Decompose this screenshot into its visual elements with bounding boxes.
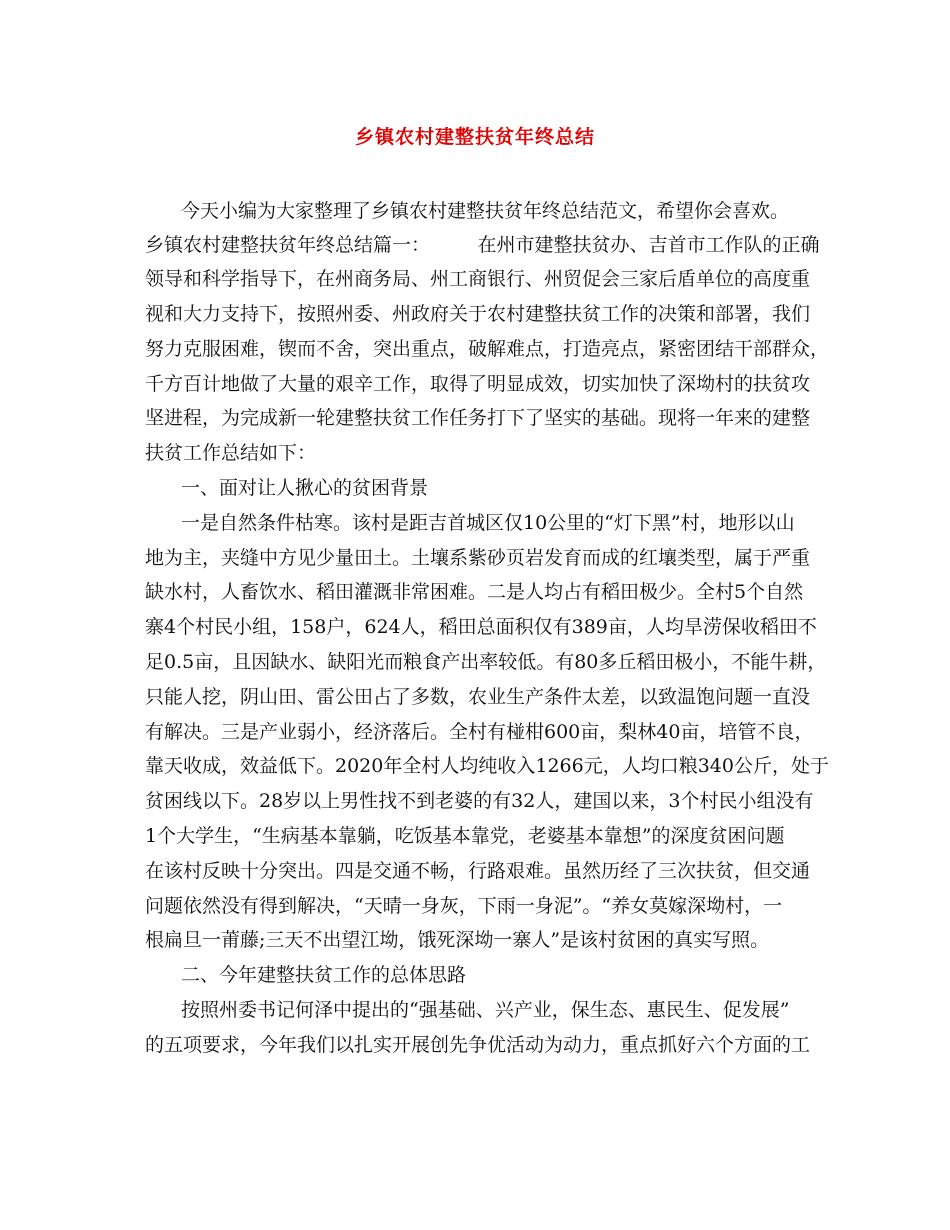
paragraph-line: 根扁旦一莆藤;三天不出望江坳，饿死深坳一寨人”是该村贫困的真实写照。 — [145, 929, 770, 951]
paragraph-line: 扶贫工作总结如下： — [145, 442, 317, 464]
paragraph-line: 寨4个村民小组，158户，624人，稻田总面积仅有389亩，人均旱涝保收稻田不 — [145, 616, 817, 638]
paragraph-line: 在该村反映十分突出。四是交通不畅，行路艰难。虽然历经了三次扶贫，但交通 — [145, 860, 811, 882]
paragraph-line: 靠天收成，效益低下。2020年全村人均纯收入1266元，人均口粮340公斤，处于 — [145, 755, 829, 777]
paragraph-line: 视和大力支持下，按照州委、州政府关于农村建整扶贫工作的决策和部署，我们 — [145, 303, 811, 325]
paragraph-line: 只能人挖，阴山田、雷公田占了多数，农业生产条件太差，以致温饱问题一直没 — [145, 686, 811, 708]
paragraph-line: 缺水村，人畜饮水、稻田灌溉非常困难。二是人均占有稻田极少。全村5个自然 — [145, 581, 804, 603]
paragraph-line: 乡镇农村建整扶贫年终总结篇一： 在州市建整扶贫办、吉首市工作队的正确 — [145, 234, 820, 256]
section-heading: 二、今年建整扶贫工作的总体思路 — [181, 964, 467, 986]
document-title: 乡镇农村建整扶贫年终总结 — [354, 126, 595, 148]
section-heading: 一、面对让人揪心的贫困背景 — [181, 477, 429, 499]
paragraph-line: 的五项要求，今年我们以扎实开展创先争优活动为动力，重点抓好六个方面的工 — [145, 1034, 811, 1056]
paragraph-line: 努力克服困难，锲而不舍，突出重点，破解难点，打造亮点，紧密团结干部群众， — [145, 338, 830, 360]
paragraph-line: 1个大学生，“生病基本靠躺，吃饭基本靠党，老婆基本靠想”的深度贫困问题 — [145, 825, 785, 847]
paragraph-line: 足0.5亩，且因缺水、缺阳光而粮食产出率较低。有80多丘稻田极小，不能牛耕， — [145, 651, 827, 673]
paragraph-line: 一是自然条件枯寒。该村是距吉首城区仅10公里的“灯下黑”村，地形以山 — [181, 512, 795, 534]
paragraph-line: 按照州委书记何泽中提出的“强基础、兴产业，保生态、惠民生、促发展” — [181, 999, 790, 1021]
paragraph-line: 有解决。三是产业弱小，经济落后。全村有椪柑600亩，梨林40亩，培管不良， — [145, 721, 814, 743]
paragraph-line: 千方百计地做了大量的艰辛工作，取得了明显成效，切实加快了深坳村的扶贫攻 — [145, 373, 811, 395]
paragraph-line: 问题依然没有得到解决，“天晴一身灰，下雨一身泥”。“养女莫嫁深坳村，一 — [145, 895, 783, 917]
paragraph-line: 坚进程，为完成新一轮建整扶贫工作任务打下了坚实的基础。现将一年来的建整 — [145, 407, 811, 429]
paragraph-line: 贫困线以下。28岁以上男性找不到老婆的有32人，建国以来，3个村民小组没有 — [145, 790, 814, 812]
paragraph-line: 今天小编为大家整理了乡镇农村建整扶贫年终总结范文，希望你会喜欢。 — [181, 200, 790, 222]
paragraph-line: 领导和科学指导下，在州商务局、州工商银行、州贸促会三家后盾单位的高度重 — [145, 268, 811, 290]
paragraph-line: 地为主，夹缝中方见少量田土。土壤系紫砂页岩发育而成的红壤类型，属于严重 — [145, 547, 811, 569]
